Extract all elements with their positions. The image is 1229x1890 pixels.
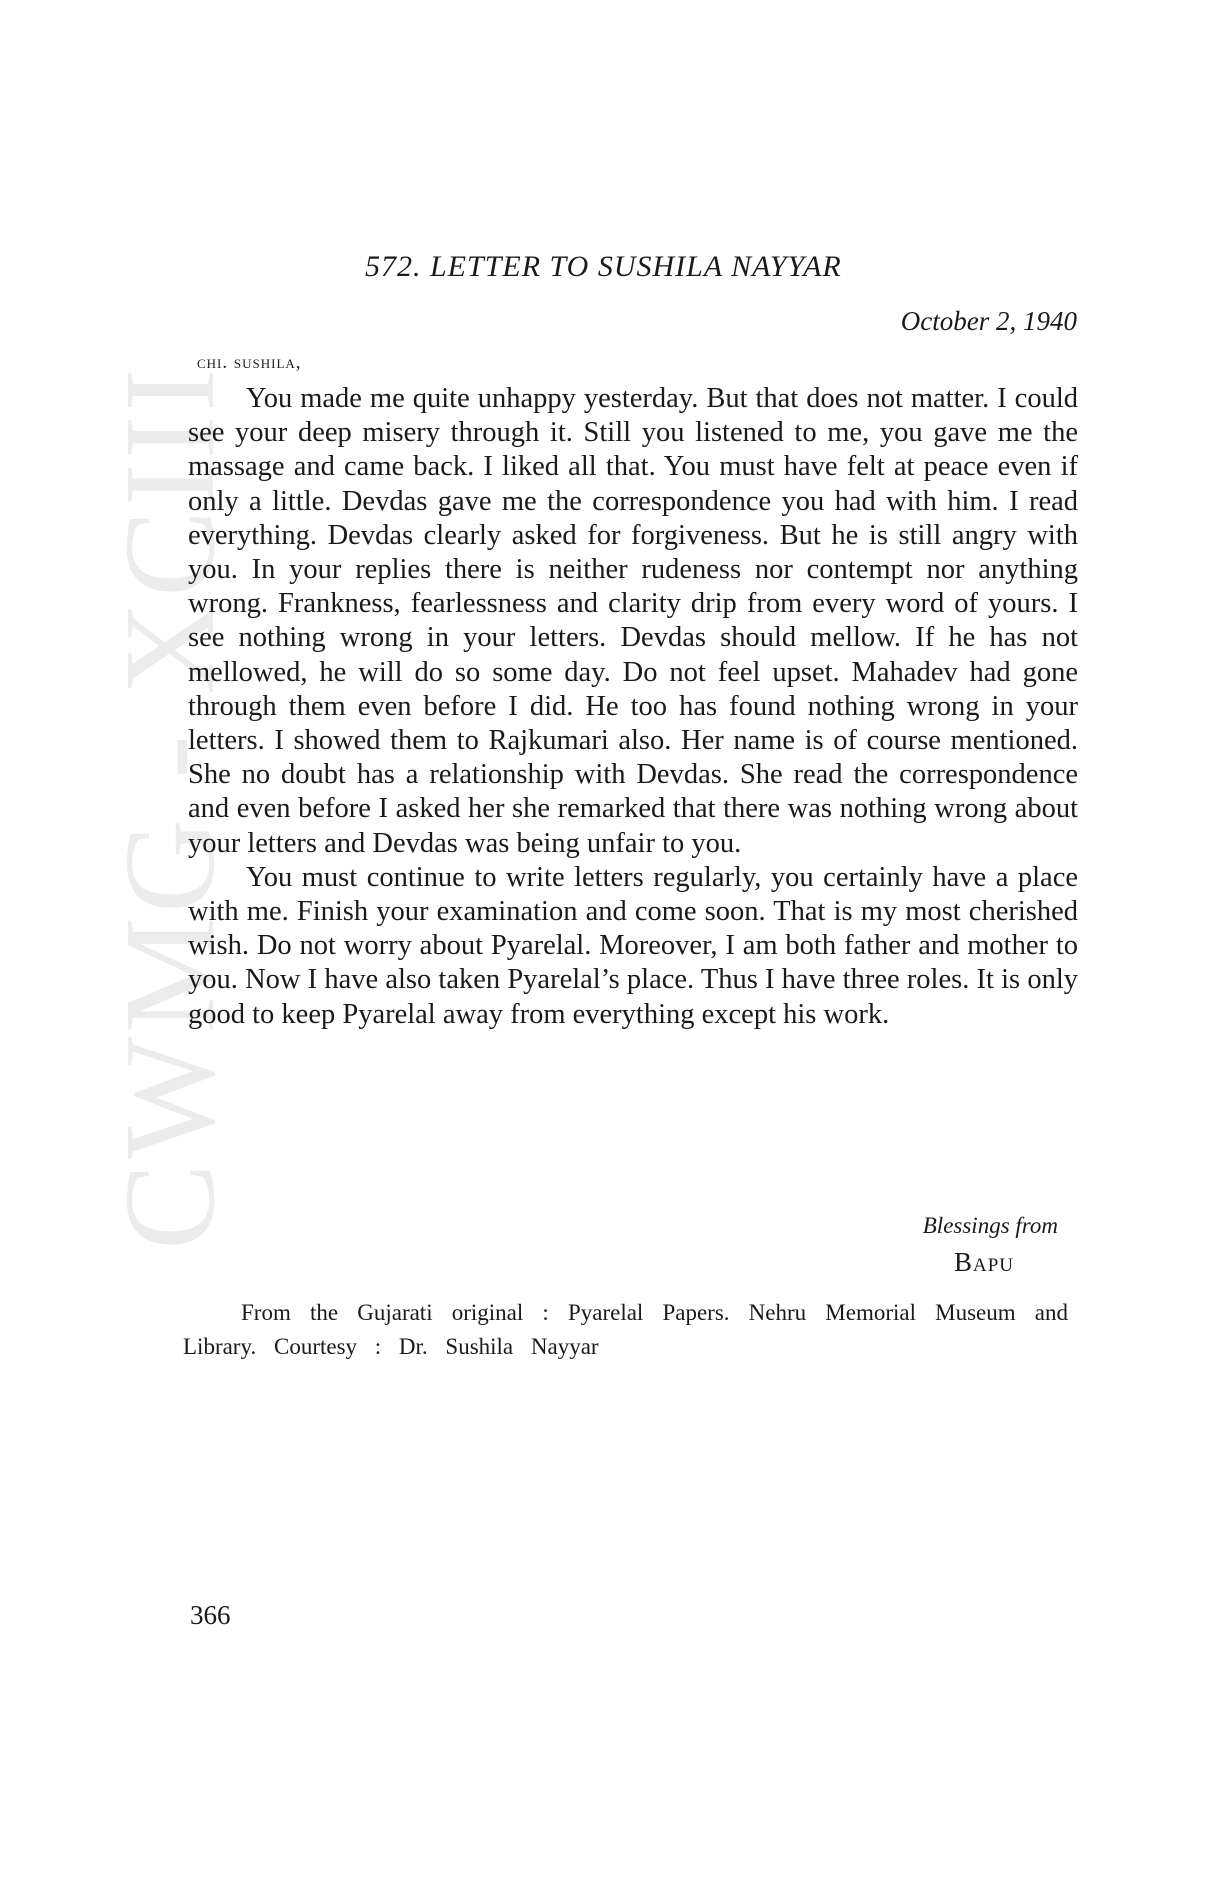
watermark: CWMG - XCIII: [98, 364, 242, 1250]
source-note: From the Gujarati original : Pyarelal Papers. Nehru Memorial Museum and Library. Courtesy : Dr. Sushila Nayyar: [183, 1300, 1068, 1359]
letter-date: October 2, 1940: [900, 306, 1077, 336]
closing: Blessings from: [922, 1213, 1058, 1238]
body-paragraph-2: You must continue to write letters regularly, you certainly have a place with me. Finish your examination and come soon. That is my most cherished wish. Do not worry about Pyarelal. Moreover, I am both father and mother to you. Now I have also taken Pyarelal’s place. Thus I have three roles. It is only good to keep Pyarelal away from everything except his work.: [188, 861, 1078, 1030]
letter-body: [188, 382, 1078, 1032]
page-number: 366: [190, 1600, 231, 1630]
salutation: chi. sushila,: [197, 352, 302, 373]
body-paragraph-1: You made me quite unhappy yesterday. But that does not matter. I could see your deep misery through it. Still you listened to me, you gave me the massage and came back. I liked all that. You must have felt at peace even if only a little. Devdas gave me the correspondence you had with him. I read everything. Devdas clearly asked for forgiveness. But he is still angry with you. In your replies there is neither rudeness nor contempt nor anything wrong. Frankness, fearlessness and clarity drip from every word of yours. I see nothing wrong in your letters. Devdas should mellow. If he has not mellowed, he will do so some day. Do not feel upset. Mahadev had gone through them even before I did. He too has found nothing wrong in your letters. I showed them to Rajkumari also. Her name is of course mentioned. She no doubt has a relationship with Devdas. She read the correspondence and even before I asked her she remarked that there was nothing wrong about your letters and Devdas was being unfair to you.: [188, 383, 1078, 859]
signature: Bapu: [953, 1247, 1014, 1277]
letter-title: 572. LETTER TO SUSHILA NAYYAR: [365, 250, 842, 283]
